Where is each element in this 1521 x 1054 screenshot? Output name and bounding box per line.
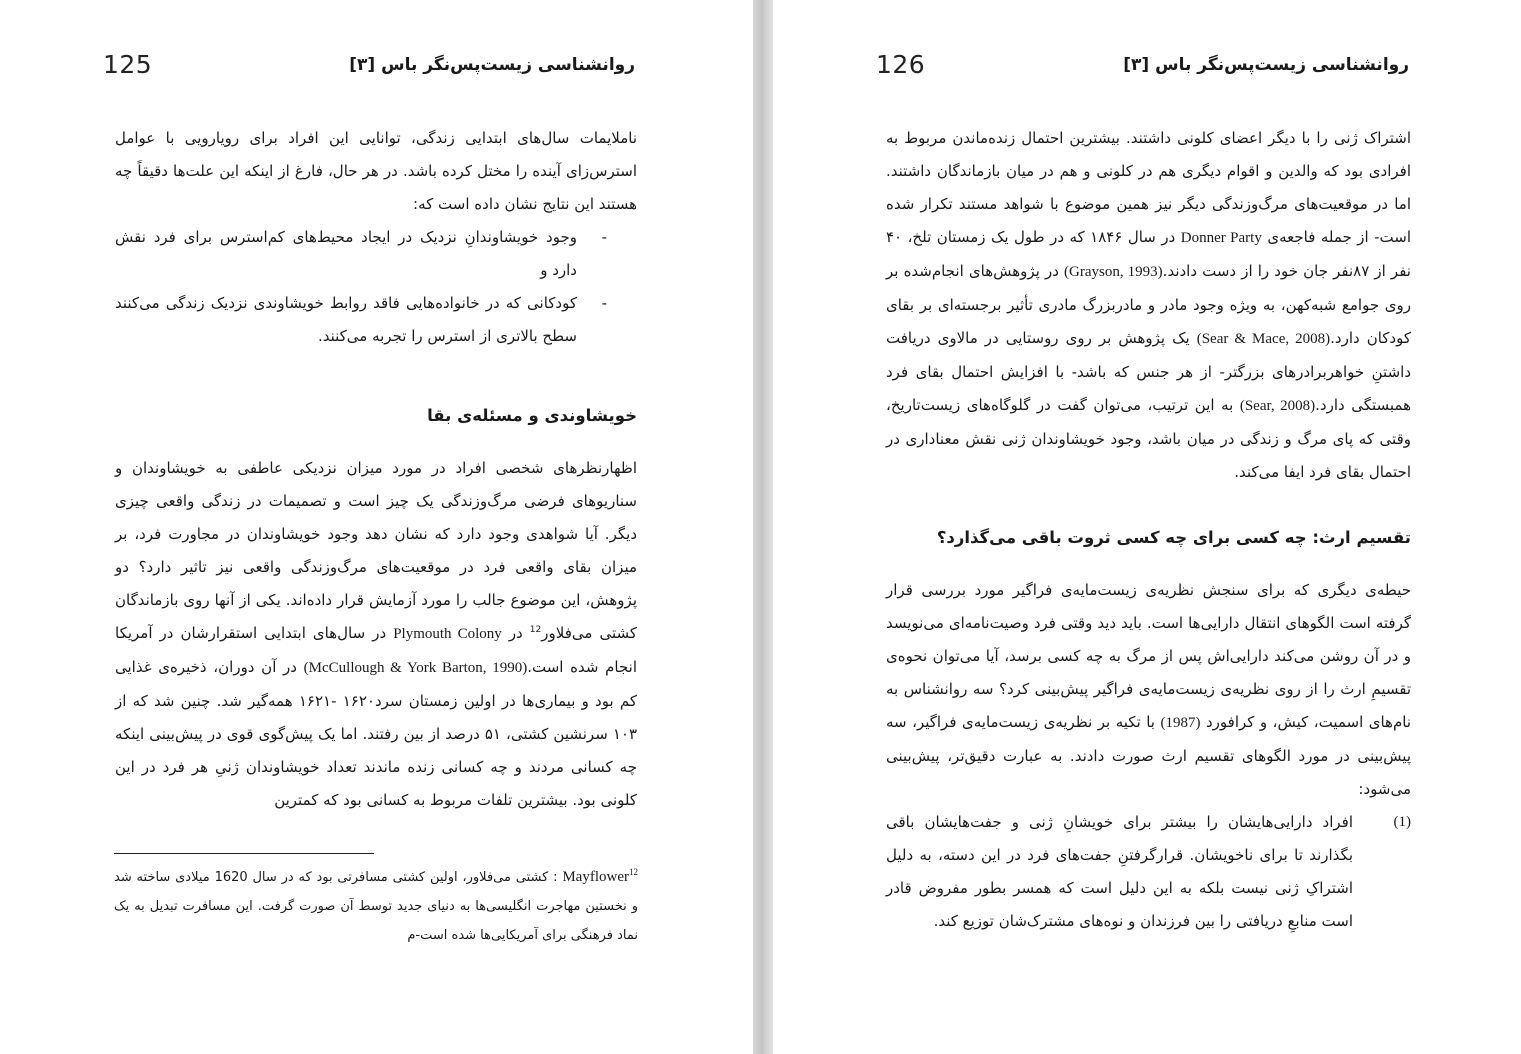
citation: (Grayson, 1993) [1064,264,1163,280]
list-text: افراد دارایی‌هایشان را بیشتر برای خویشانِ ژنی و جفت‌هایشان باقی بگذارند تا برای ناخویشان. قرارگرفتنِ جفت‌های فرد در این دسته، به دلیل اشتراکِ ژنی نیست بلکه به این دلیل است که همسر بطور مفروض قادر است منابعِ دریافتی را بین فرزندان و نوه‌های مشترک‌شان توزیع کند. [886,813,1353,930]
footnote-ref: 12 [529,625,542,635]
text-run: در سال ۱۸۴۶ که در طول یک زمستان تلخ، ۴۰ نفر از ۸۷نفر جان خود را از دست دادند. [886,228,1411,280]
paragraph [886,574,1411,806]
right-page [773,0,1521,1054]
text-run: در سال‌های ابتدایی استقرارشان در آمریکا انجام شده است. [115,624,637,676]
text-run: به این ترتیب، می‌توان گفت در گلوگاه‌های زیست‌تاریخ، وقتی که پای مرگ و زندگی در میان باشد، وجود خویشاوندان ژنی نقش معناداری در احتمال بقای فرد ایفا می‌کند. [886,396,1411,481]
citation: (McCullough & York Barton, 1990) [303,660,528,676]
footnote-number: 12 [629,867,638,877]
book-gutter [753,0,773,1054]
numbered-list [886,806,1411,938]
list-item [115,221,637,287]
text-run: در پژوهش‌های انجام‌شده بر روی جوامع شبه‌کهن، به ویژه وجود مادر و مادربزرگ مادری تأثیر برجسته‌ای بر بقای کودکان دارد. [886,262,1411,347]
text-run: اظهارنظرهای شخصی افراد در مورد میزان نزدیکی عاطفی به خویشاوندان و سناریوهای فرضی مرگ‌وزندگی یک چیز است و تصمیمات در زندگی واقعی چیزی دیگر. آیا شواهدی وجود دارد که نشان دهد وجود خویشاوندان در مجاورت فرد، بر میزان بقای واقعی فرد در موقعیت‌های مرگ‌وزندگی واقعی نیز تاثیر دارد؟ دو پژوهش، این موضوع جالب را مورد آزمایش قرار داده‌اند. یکی از آنها روی بازماندگان کشتی می‌فلاور [115,459,637,642]
bullet-marker: - [601,294,607,312]
footnote [114,863,638,950]
list-number: (1) [1393,814,1411,830]
footnote-rule [114,853,374,854]
list-item [115,287,637,353]
section-heading: تقسیم ارث: چه کسی برای چه کسی ثروت باقی می‌گذارد؟ [936,528,1411,547]
left-body-bottom [115,452,637,817]
left-body-top [115,122,637,353]
bullet-text: کودکانی که در خانواده‌هایی فاقد روابط خویشاوندی نزدیک زندگی می‌کنند سطح بالاتری از استرس را تجربه می‌کنند. [115,294,577,345]
section-paragraph [115,452,637,817]
text-run: حیطه‌ی دیگری که برای سنجش نظریه‌ی زیست‌مایه‌ی فراگیر مورد بررسی قرار گرفته است الگوهای انتقال دارایی‌ها است. باید دید وقتی فرد وصیت‌نامه‌ای می‌نویسد و در آن روشن می‌کند دارایی‌اش پس از مرگ به چه کسی برسد، آیا می‌توان نحوه‌ی تقسیمِ ارث را از روی نظریه‌ی زیست‌مایه‌ی فراگیر پیش‌بینی کرد؟ سه روانشناس به نام‌های اسمیت، کیش، و کرافورد [886,581,1411,731]
latin-term: Donner Party [1180,230,1262,246]
bullet-text: وجود خویشاوندانِ نزدیک در ایجاد محیط‌های کم‌استرس برای فرد نقش دارد و [115,228,577,279]
right-body-top [886,122,1411,489]
list-item [886,806,1411,938]
running-head: روانشناسی زیست‌پس‌نگر باس [۳] [349,55,635,75]
bullet-list [115,221,637,353]
bullet-marker: - [601,228,607,246]
citation: (Sear, 2008) [1239,398,1316,414]
citation: (Sear & Mace, 2008) [1196,331,1331,347]
right-body-bottom [886,574,1411,938]
citation-year: (1987) [1160,715,1201,731]
footnote-text: : کشتی می‌فلاور، اولین کشتی مسافرتی بود که در سال 1620 میلادی ساخته شد و نخستین مهاجرت انگلیسی‌ها به دنیای جدید توسط آن صورت گرفت. این مسافرت تبدیل به یک نماد فرهنگی برای آمریکایی‌ها شده است-م [114,870,638,943]
latin-term: Plymouth Colony [393,626,502,642]
text-run: با تکیه بر نظریه‌ی زیست‌مایه‌ی فراگیر، سه پیش‌بینی در مورد الگوهای تقسیم ارث صورت دادند. به عبارت دقیق‌تر، پیش‌بینی می‌شود: [886,713,1411,798]
page-number: 126 [876,50,926,79]
section-heading: خویشاوندی و مسئله‌ی بقا [427,406,637,425]
intro-paragraph: ناملایمات سال‌های ابتدایی زندگی، توانایی این افراد برای رویارویی با عوامل استرس‌زای آینده را مختل کرده باشد. در هر حال، فارغ از اینکه این علت‌ها دقیقاً چه هستند این نتایج نشان داده است که: [115,129,637,213]
left-page [0,0,753,1054]
text-run: اشتراک ژنی را با دیگر اعضای کلونی داشتند. بیشترین احتمال زنده‌ماندن مربوط به افرادی بود که والدین و اقوام دیگری هم در کلونی و هم در میان بازماندگان داشتند. اما در موقعیت‌های مرگ‌وزندگی دیگر نیز همین موضوع با شواهد مستند تکرار شده است- از جمله فاجعه‌ی [886,129,1412,246]
text-run: در [501,624,530,642]
page-number: 125 [103,50,153,79]
paragraph [886,122,1411,489]
footnote-term-text: Mayflower [562,869,629,885]
text-run: در آن دوران، ذخیره‌ی غذایی کم بود و بیماری‌ها در اولین زمستان سرد۱۶۲۰ -۱۶۲۱ همه‌گیر شد. چنین شد که از ۱۰۳ سرنشین کشتی، ۵۱ درصد از بین رفتند. اما یک پیش‌گوی قوی در پیش‌بینی اینکه چه کسانی مردند و چه کسانی زنده ماندند تعداد خویشاوندان ژنیِ هر فرد در این کلونی بود. بیشترین تلفات مربوط به کسانی بود که کمترین [115,658,638,809]
text-run: یک پژوهش بر روی روستایی در مالاوی دریافت داشتنِ خواهربرادرهای بزرگتر- از هر جنس که باشد- با افزایش احتمال بقای فرد همبستگی دارد. [886,329,1412,414]
footnote-term [562,869,638,885]
running-head: روانشناسی زیست‌پس‌نگر باس [۳] [1123,55,1409,75]
